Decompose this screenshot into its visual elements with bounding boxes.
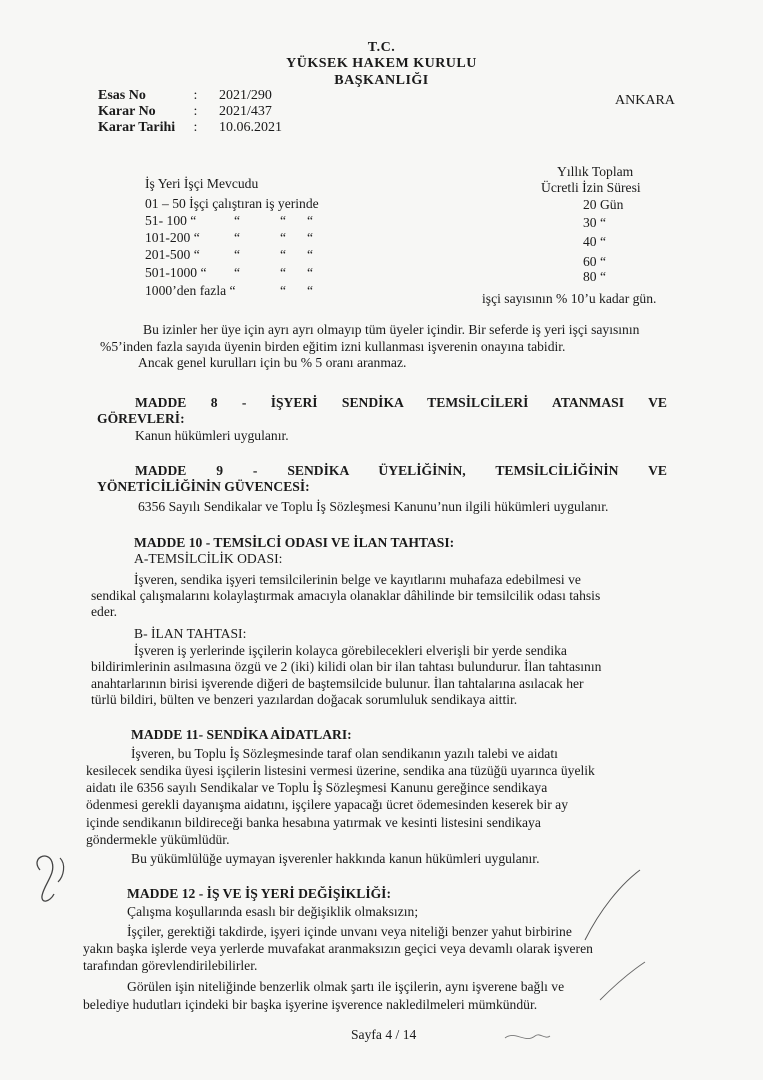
row-range: 101-200 “	[145, 230, 200, 245]
madde8-title-2: GÖREVLERİ:	[97, 411, 185, 426]
last-days: işçi sayısının % 10’u kadar gün.	[482, 291, 657, 306]
row-range: 51- 100 “	[145, 213, 197, 228]
para-line: sendikal çalışmalarını kolaylaştırmak amacıyla olanaklar dâhilinde bir temsilcilik odası tahsis	[91, 588, 601, 603]
header-office: BAŞKANLIĞI	[334, 73, 429, 88]
esas-label: Esas No	[98, 88, 146, 103]
para-line: İşçiler, gerektiği takdirde, işyeri içinde unvanı veya niteliği benzer yahut birbirine	[127, 924, 572, 939]
ditto-mark: “	[280, 230, 287, 245]
signature-stroke	[585, 870, 640, 940]
para-line: Ancak genel kurulları için bu % 5 oranı aranmaz.	[138, 355, 407, 370]
esas-sep: :	[193, 88, 198, 103]
madde8-body: Kanun hükümleri uygulanır.	[135, 428, 289, 443]
header-institution: YÜKSEK HAKEM KURULU	[286, 56, 477, 71]
para-line: İşveren, sendika işyeri temsilcilerinin belge ve kayıtlarını muhafaza edebilmesi ve	[134, 572, 581, 587]
ditto-mark: “	[234, 213, 241, 228]
madde12-title: MADDE 12 - İŞ VE İŞ YERİ DEĞİŞİKLİĞİ:	[127, 886, 392, 901]
madde10-b-title: B- İLAN TAHTASI:	[134, 626, 247, 641]
row-days: 30 “	[583, 215, 607, 230]
tarih-sep: :	[193, 120, 198, 135]
margin-initial	[58, 858, 64, 882]
row-days: 60 “	[583, 254, 607, 269]
signature-stroke	[505, 1035, 550, 1039]
para-line: yakın başka işlerde veya yerlerde muvafakat aranmaksızın geçici veya devamlı olarak işveren	[83, 941, 593, 956]
madde9-title-1: MADDE 9 - SENDİKA ÜYELİĞİNİN, TEMSİLCİLİĞİNİN VE	[135, 463, 667, 478]
right-heading-1: Yıllık Toplam	[557, 164, 634, 179]
karar-sep: :	[193, 104, 198, 119]
para-line: Görülen işin niteliğinde benzerlik olmak şartı ile işçilerin, aynı işverene bağlı ve	[127, 979, 565, 994]
signature-stroke	[600, 962, 645, 1000]
tarih-label: Karar Tarihi	[98, 120, 176, 135]
para-line: eder.	[91, 604, 118, 619]
madde11-title: MADDE 11- SENDİKA AİDATLARI:	[131, 727, 352, 742]
ditto-mark: “	[280, 247, 287, 262]
ditto-mark: “	[280, 283, 287, 298]
para-line: türlü bildiri, bülten ve benzeri yazılardan doğacak sorumluluk sendikaya aittir.	[91, 692, 518, 707]
karar-value: 2021/437	[219, 104, 272, 119]
page-number: Sayfa 4 / 14	[351, 1027, 417, 1042]
ditto-mark: “	[307, 283, 314, 298]
row1-right: 20 Gün	[583, 197, 624, 212]
ditto-mark: “	[307, 265, 314, 280]
row-days: 80 “	[583, 269, 607, 284]
para-line: göndermekle yükümlüdür.	[86, 832, 230, 847]
madde10-title: MADDE 10 - TEMSİLCİ ODASI VE İLAN TAHTASI:	[134, 535, 455, 550]
header-tc: T.C.	[367, 40, 396, 55]
para-line: belediye hudutları içindeki bir başka işyerine işverence nakledilmeleri mümkündür.	[83, 997, 538, 1012]
madde8-title-1: MADDE 8 - İŞYERİ SENDİKA TEMSİLCİLERİ ATANMASI VE	[135, 395, 667, 410]
para-line: ödenmesi gerekli dayanışma aidatını, işçilere yapacağı ücret ödemesinden keserek bir ay	[86, 797, 569, 812]
para-line: İşveren iş yerlerinde işçilerin kolayca görebilecekleri elverişli bir yerde sendika	[134, 643, 567, 658]
row1-left: 01 – 50 İşçi çalıştıran iş yerinde	[145, 196, 319, 211]
para-line: %5’inden fazla sayıda üyenin birden eğitim izni kullanması işverenin onayına tabidir.	[100, 339, 566, 354]
row-days: 40 “	[583, 234, 607, 249]
esas-value: 2021/290	[219, 88, 272, 103]
para-line: kesilecek sendika üyesi işçilerin listesini vermesi üzerine, sendika ana tüzüğü uyarınca üyelik	[86, 763, 595, 778]
para-line: bildirimlerinin asılmasına özgü ve 2 (iki) kilidi olan bir ilan tahtası bulundurur. İlan tahtasının	[91, 659, 602, 674]
right-heading-2: Ücretli İzin Süresi	[541, 180, 641, 195]
last-range: 1000’den fazla “	[145, 283, 236, 298]
ditto-mark: “	[280, 213, 287, 228]
madde9-title-2: YÖNETİCİLİĞİNİN GÜVENCESİ:	[97, 479, 310, 494]
city: ANKARA	[615, 93, 675, 108]
para-line: Çalışma koşullarında esaslı bir değişiklik olmaksızın;	[127, 904, 419, 919]
ditto-mark: “	[234, 265, 241, 280]
para-line: Bu yükümlülüğe uymayan işverenler hakkında kanun hükümleri uygulanır.	[131, 851, 540, 866]
para-line: anahtarlarının birisi işverende diğeri de baştemsilcide bulunur. İlan tahtalarına asılacak her	[91, 676, 584, 691]
ditto-mark: “	[234, 247, 241, 262]
para-line: içinde sendikanın bildireceği banka hesabına yatırmak ve kesinti listesini sendikaya	[86, 815, 541, 830]
tarih-value: 10.06.2021	[219, 120, 282, 135]
karar-label: Karar No	[98, 104, 156, 119]
ditto-mark: “	[307, 213, 314, 228]
ditto-mark: “	[280, 265, 287, 280]
madde10-a-title: A-TEMSİLCİLİK ODASI:	[134, 551, 283, 566]
para-line: aidatı ile 6356 sayılı Sendikalar ve Toplu İş Sözleşmesi Kanunu gereğince sendikaya	[86, 780, 548, 795]
madde9-body: 6356 Sayılı Sendikalar ve Toplu İş Sözleşmesi Kanunu’nun ilgili hükümleri uygulanır.	[138, 499, 609, 514]
ditto-mark: “	[234, 230, 241, 245]
para-line: tarafından görevlendirilebilirler.	[83, 958, 258, 973]
ditto-mark: “	[307, 230, 314, 245]
ditto-mark: “	[307, 247, 314, 262]
para-line: Bu izinler her üye için ayrı ayrı olmayıp tüm üyeler içindir. Bir seferde iş yeri işçi sayısının	[143, 322, 640, 337]
margin-initial	[37, 856, 54, 901]
para-line: İşveren, bu Toplu İş Sözleşmesinde taraf olan sendikanın yazılı talebi ve aidatı	[131, 746, 558, 761]
row-range: 201-500 “	[145, 247, 200, 262]
row-range: 501-1000 “	[145, 265, 207, 280]
left-heading: İş Yeri İşçi Mevcudu	[145, 176, 259, 191]
